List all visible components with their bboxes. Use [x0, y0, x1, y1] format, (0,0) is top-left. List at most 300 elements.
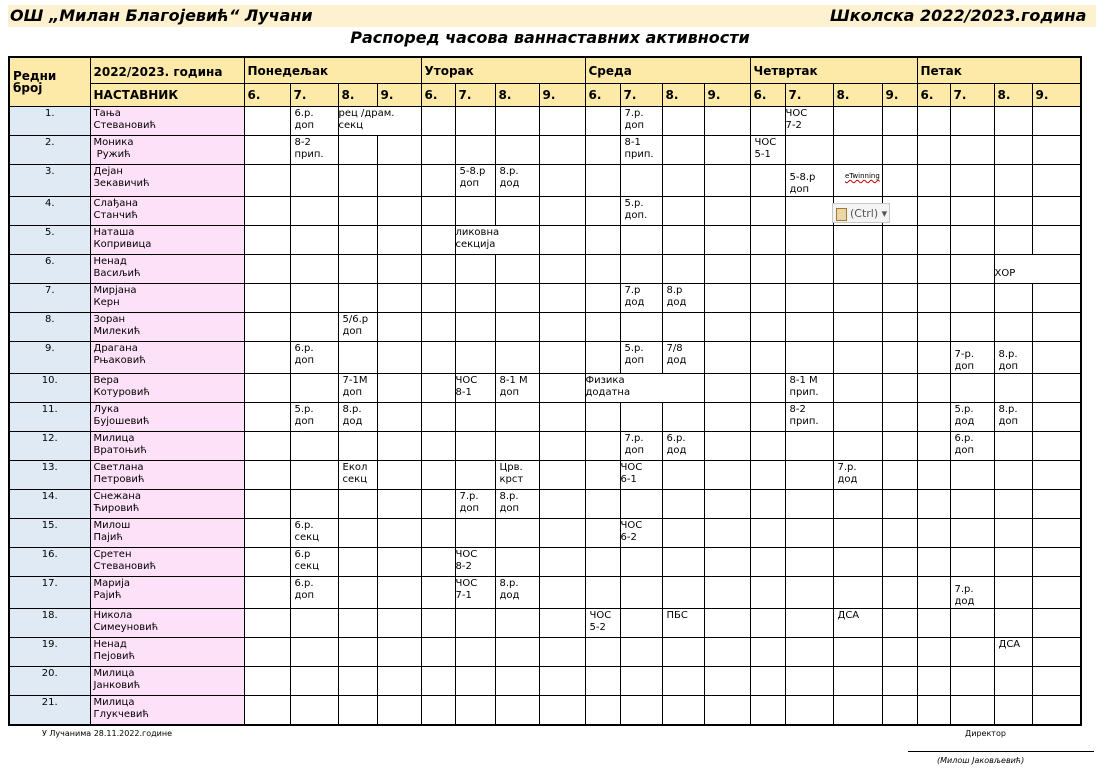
empty-cell — [421, 490, 455, 519]
empty-cell — [338, 667, 377, 696]
cell-line: прип. — [789, 387, 819, 398]
schedule-cell — [338, 313, 377, 342]
empty-cell — [950, 696, 994, 725]
empty-cell — [662, 136, 704, 165]
cell-line: дод — [954, 596, 975, 607]
empty-cell — [917, 667, 950, 696]
empty-cell — [421, 255, 455, 284]
empty-cell — [917, 342, 950, 374]
schedule-cell — [833, 609, 882, 638]
empty-cell — [662, 313, 704, 342]
cell-line: 7-р. — [954, 349, 974, 360]
row-number: 20. — [9, 667, 90, 696]
empty-cell — [244, 548, 290, 577]
teacher-name-line: Јанковић — [93, 680, 141, 691]
empty-cell — [338, 255, 377, 284]
schedule-cell — [833, 461, 882, 490]
empty-cell — [377, 284, 421, 313]
empty-cell — [338, 136, 377, 165]
empty-cell — [785, 696, 833, 725]
empty-cell — [785, 342, 833, 374]
empty-cell — [994, 107, 1032, 136]
day-header: Уторак — [421, 57, 585, 84]
schedule-cell — [662, 432, 704, 461]
cell-line: секц — [338, 120, 363, 131]
table-row — [9, 696, 1081, 725]
empty-cell — [244, 374, 290, 403]
empty-cell — [244, 490, 290, 519]
empty-cell — [882, 548, 917, 577]
schedule-cell — [620, 136, 662, 165]
cell-line: 7.р — [624, 285, 641, 296]
teacher-name — [90, 197, 244, 226]
empty-cell — [882, 136, 917, 165]
empty-cell — [377, 165, 421, 197]
empty-cell — [882, 107, 917, 136]
empty-cell — [495, 548, 539, 577]
empty-cell — [290, 165, 338, 197]
teacher-name — [90, 490, 244, 519]
cell-line: 8.р. — [998, 404, 1018, 415]
empty-cell — [244, 432, 290, 461]
empty-cell — [585, 577, 620, 609]
empty-cell — [950, 226, 994, 255]
cell-line: 7.р. — [624, 433, 644, 444]
table-row — [9, 197, 1081, 226]
empty-cell — [1032, 667, 1081, 696]
empty-cell — [882, 432, 917, 461]
cell-line: ЧОС — [455, 578, 478, 589]
teacher-name-line: Керн — [93, 297, 120, 308]
empty-cell — [950, 667, 994, 696]
cell-line: ЧОС — [620, 462, 643, 473]
row-number: 1. — [9, 107, 90, 136]
teacher-name — [90, 136, 244, 165]
schedule-cell — [994, 638, 1032, 667]
schedule-cell — [620, 342, 662, 374]
empty-cell — [338, 197, 377, 226]
schedule-cell — [290, 548, 338, 577]
empty-cell — [338, 609, 377, 638]
teacher-name-line: Милица — [93, 697, 135, 708]
table-row — [9, 519, 1081, 548]
empty-cell — [539, 696, 585, 725]
teacher-name-line: Моника — [93, 137, 134, 148]
cell-line: доп — [624, 120, 645, 131]
teacher-name-line: Милекић — [93, 326, 141, 337]
teacher-name-line: Ненад — [93, 256, 127, 267]
empty-cell — [539, 255, 585, 284]
schedule-cell — [290, 519, 338, 548]
empty-cell — [495, 197, 539, 226]
empty-cell — [882, 284, 917, 313]
empty-cell — [994, 432, 1032, 461]
empty-cell — [785, 667, 833, 696]
empty-cell — [290, 226, 338, 255]
cell-line: 5-8.р — [789, 172, 816, 183]
empty-cell — [421, 638, 455, 667]
empty-cell — [882, 165, 917, 197]
empty-cell — [244, 313, 290, 342]
cell-line: секција — [455, 239, 496, 250]
empty-cell — [1032, 461, 1081, 490]
cell-line: додатна — [585, 387, 631, 398]
empty-cell — [833, 374, 882, 403]
empty-cell — [704, 638, 750, 667]
empty-cell — [244, 461, 290, 490]
empty-cell — [704, 342, 750, 374]
empty-cell — [785, 226, 833, 255]
teacher-name-line: Симеуновић — [93, 622, 159, 633]
cell-line: доп. — [624, 210, 648, 221]
empty-cell — [290, 609, 338, 638]
empty-cell — [950, 519, 994, 548]
empty-cell — [244, 107, 290, 136]
cell-line: 5-1 — [754, 149, 771, 160]
teacher-name-line: Марија — [93, 578, 131, 589]
table-row — [9, 255, 1081, 284]
empty-cell — [455, 313, 495, 342]
empty-cell — [917, 696, 950, 725]
teacher-name-line: Тања — [93, 108, 121, 119]
empty-cell — [917, 432, 950, 461]
table-row — [9, 667, 1081, 696]
schedule-cell — [785, 374, 833, 403]
empty-cell — [785, 197, 833, 226]
cell-line: ДСА — [998, 639, 1021, 650]
empty-cell — [917, 638, 950, 667]
empty-cell — [950, 197, 994, 226]
empty-cell — [994, 226, 1032, 255]
empty-cell — [882, 609, 917, 638]
empty-cell — [917, 165, 950, 197]
cell-line: ЧОС — [754, 137, 777, 148]
cell-line: крст — [499, 474, 524, 485]
schedule-cell — [338, 107, 421, 136]
empty-cell — [585, 197, 620, 226]
empty-cell — [994, 461, 1032, 490]
cell-line: 6-1 — [620, 474, 637, 485]
schedule-cell — [338, 403, 377, 432]
empty-cell — [377, 342, 421, 374]
schedule-cell — [455, 577, 495, 609]
teacher-name — [90, 226, 244, 255]
empty-cell — [1032, 432, 1081, 461]
period-header: 7. — [950, 84, 994, 107]
empty-cell — [1032, 136, 1081, 165]
cell-line: доп — [294, 355, 315, 366]
empty-cell — [750, 284, 785, 313]
empty-cell — [338, 432, 377, 461]
cell-line: ликовна — [455, 227, 500, 238]
empty-cell — [750, 197, 785, 226]
empty-cell — [704, 197, 750, 226]
schedule-cell — [620, 519, 662, 548]
cell-line: 8-1 М — [499, 375, 528, 386]
cell-line: секц — [342, 474, 367, 485]
empty-cell — [994, 490, 1032, 519]
cell-line: 7.р. — [837, 462, 857, 473]
row-number: 3. — [9, 165, 90, 197]
empty-cell — [290, 197, 338, 226]
row-number: 15. — [9, 519, 90, 548]
empty-cell — [1032, 403, 1081, 432]
cell-line: доп — [789, 184, 810, 195]
empty-cell — [950, 255, 994, 284]
empty-cell — [290, 667, 338, 696]
teacher-name-line: Котуровић — [93, 387, 150, 398]
row-number: 9. — [9, 342, 90, 374]
teacher-name-line: Лука — [93, 404, 120, 415]
empty-cell — [704, 255, 750, 284]
cell-line: прип. — [624, 149, 654, 160]
empty-cell — [917, 403, 950, 432]
empty-cell — [421, 136, 455, 165]
empty-cell — [662, 696, 704, 725]
empty-cell — [1032, 374, 1081, 403]
empty-cell — [421, 197, 455, 226]
cell-line: 8.р — [666, 285, 683, 296]
empty-cell — [338, 638, 377, 667]
teacher-name-line: Наташа — [93, 227, 135, 238]
empty-cell — [750, 696, 785, 725]
empty-cell — [290, 461, 338, 490]
table-row — [9, 577, 1081, 609]
empty-cell — [585, 696, 620, 725]
empty-cell — [244, 667, 290, 696]
cell-line: 8-1 — [455, 387, 472, 398]
schedule-cell — [950, 432, 994, 461]
empty-cell — [585, 432, 620, 461]
empty-cell — [704, 226, 750, 255]
empty-cell — [994, 548, 1032, 577]
teacher-name-line: Рњаковић — [93, 355, 146, 366]
empty-cell — [539, 226, 585, 255]
empty-cell — [704, 667, 750, 696]
teacher-name-line: Пајић — [93, 532, 123, 543]
empty-cell — [950, 548, 994, 577]
teacher-name — [90, 403, 244, 432]
cell-line: 7.р. — [624, 108, 644, 119]
empty-cell — [495, 136, 539, 165]
schedule-cell — [785, 403, 833, 432]
empty-cell — [882, 696, 917, 725]
empty-cell — [495, 696, 539, 725]
empty-cell — [917, 374, 950, 403]
teacher-name-line: Дејан — [93, 166, 123, 177]
page-title: Распоред часова ваннаставних активности — [350, 28, 750, 47]
empty-cell — [244, 197, 290, 226]
empty-cell — [495, 403, 539, 432]
teacher-name — [90, 461, 244, 490]
empty-cell — [1032, 313, 1081, 342]
teacher-name — [90, 577, 244, 609]
period-header: 9. — [704, 84, 750, 107]
empty-cell — [750, 577, 785, 609]
etwinning-note: eTwinning — [845, 172, 880, 180]
schedule-cell — [662, 342, 704, 374]
cell-line: 8.р. — [499, 166, 519, 177]
schedule-cell — [290, 342, 338, 374]
cell-line: 8-2 — [455, 561, 472, 572]
period-header: 7. — [455, 84, 495, 107]
teacher-name-line: Стевановић — [93, 120, 157, 131]
cell-line: 7-1 — [455, 590, 472, 601]
empty-cell — [704, 609, 750, 638]
empty-cell — [421, 226, 455, 255]
clipboard-icon — [836, 208, 847, 221]
director-label: Директор — [965, 729, 1006, 738]
schedule-cell — [585, 609, 620, 638]
empty-cell — [244, 342, 290, 374]
empty-cell — [338, 548, 377, 577]
empty-cell — [917, 548, 950, 577]
empty-cell — [750, 667, 785, 696]
cell-line: ЧОС — [620, 520, 643, 531]
schedule-cell — [662, 284, 704, 313]
schedule-cell — [950, 342, 994, 374]
teacher-name-line: Милош — [93, 520, 131, 531]
signature-line — [908, 751, 1094, 752]
empty-cell — [750, 226, 785, 255]
empty-cell — [1032, 107, 1081, 136]
schedule-cell — [750, 136, 785, 165]
cell-line: доп — [459, 503, 480, 514]
empty-cell — [917, 226, 950, 255]
empty-cell — [704, 107, 750, 136]
cell-line: 6.р. — [294, 578, 314, 589]
cell-line: ДСА — [837, 610, 860, 621]
empty-cell — [833, 577, 882, 609]
period-header: 8. — [495, 84, 539, 107]
teacher-name — [90, 548, 244, 577]
schedule-cell — [495, 374, 539, 403]
empty-cell — [994, 284, 1032, 313]
empty-cell — [539, 165, 585, 197]
teacher-name-line: Слађана — [93, 198, 139, 209]
empty-cell — [785, 490, 833, 519]
table-row — [9, 226, 1081, 255]
empty-cell — [620, 667, 662, 696]
empty-cell — [950, 165, 994, 197]
empty-cell — [882, 374, 917, 403]
empty-cell — [455, 461, 495, 490]
empty-cell — [539, 432, 585, 461]
schedule-table — [8, 56, 1082, 726]
empty-cell — [455, 197, 495, 226]
empty-cell — [950, 313, 994, 342]
cell-line: доп — [624, 355, 645, 366]
schedule-cell — [338, 461, 377, 490]
empty-cell — [244, 519, 290, 548]
empty-cell — [917, 609, 950, 638]
empty-cell — [585, 548, 620, 577]
cell-line: 6.р. — [294, 343, 314, 354]
period-header: 7. — [290, 84, 338, 107]
empty-cell — [421, 696, 455, 725]
empty-cell — [704, 432, 750, 461]
cell-line: 8-1 — [624, 137, 641, 148]
empty-cell — [620, 577, 662, 609]
cell-line: доп — [499, 503, 520, 514]
table-row — [9, 342, 1081, 374]
empty-cell — [377, 638, 421, 667]
empty-cell — [421, 519, 455, 548]
empty-cell — [421, 374, 455, 403]
empty-cell — [750, 313, 785, 342]
cell-line: дод — [624, 297, 645, 308]
empty-cell — [882, 577, 917, 609]
empty-cell — [662, 403, 704, 432]
cell-line: 6-2 — [620, 532, 637, 543]
cell-line: Екол — [342, 462, 368, 473]
empty-cell — [833, 165, 882, 197]
empty-cell — [785, 609, 833, 638]
teacher-name — [90, 342, 244, 374]
empty-cell — [882, 490, 917, 519]
cell-line: доп — [499, 387, 520, 398]
empty-cell — [539, 107, 585, 136]
empty-cell — [882, 519, 917, 548]
cell-line: доп — [294, 416, 315, 427]
empty-cell — [750, 255, 785, 284]
cell-line: доп — [624, 445, 645, 456]
empty-cell — [917, 255, 950, 284]
cell-line: ЧОС — [785, 108, 808, 119]
empty-cell — [950, 284, 994, 313]
period-header: 6. — [917, 84, 950, 107]
empty-cell — [539, 490, 585, 519]
period-header: 6. — [585, 84, 620, 107]
table-row — [9, 461, 1081, 490]
teacher-name-line: Снежана — [93, 491, 141, 502]
empty-cell — [585, 226, 620, 255]
empty-cell — [421, 609, 455, 638]
schedule-cell — [585, 374, 704, 403]
empty-cell — [585, 461, 620, 490]
empty-cell — [833, 548, 882, 577]
empty-cell — [377, 461, 421, 490]
row-number: 18. — [9, 609, 90, 638]
empty-cell — [585, 403, 620, 432]
empty-cell — [704, 403, 750, 432]
cell-line: Физика — [585, 375, 625, 386]
empty-cell — [662, 107, 704, 136]
cell-line: 5.р. — [954, 404, 974, 415]
empty-cell — [539, 197, 585, 226]
teacher-name — [90, 696, 244, 725]
empty-cell — [421, 107, 455, 136]
empty-cell — [833, 107, 882, 136]
empty-cell — [455, 667, 495, 696]
empty-cell — [539, 313, 585, 342]
cell-line: Црв. — [499, 462, 523, 473]
empty-cell — [455, 342, 495, 374]
cell-line: ЧОС — [455, 375, 478, 386]
empty-cell — [833, 226, 882, 255]
row-number: 11. — [9, 403, 90, 432]
empty-cell — [704, 577, 750, 609]
empty-cell — [495, 313, 539, 342]
empty-cell — [662, 577, 704, 609]
paste-options-button[interactable]: (Ctrl) ▾ — [832, 203, 890, 223]
period-header: 9. — [882, 84, 917, 107]
empty-cell — [917, 313, 950, 342]
year-label: 2022/2023. година — [90, 57, 244, 84]
empty-cell — [1032, 696, 1081, 725]
cell-line: 7/8 — [666, 343, 683, 354]
empty-cell — [750, 609, 785, 638]
